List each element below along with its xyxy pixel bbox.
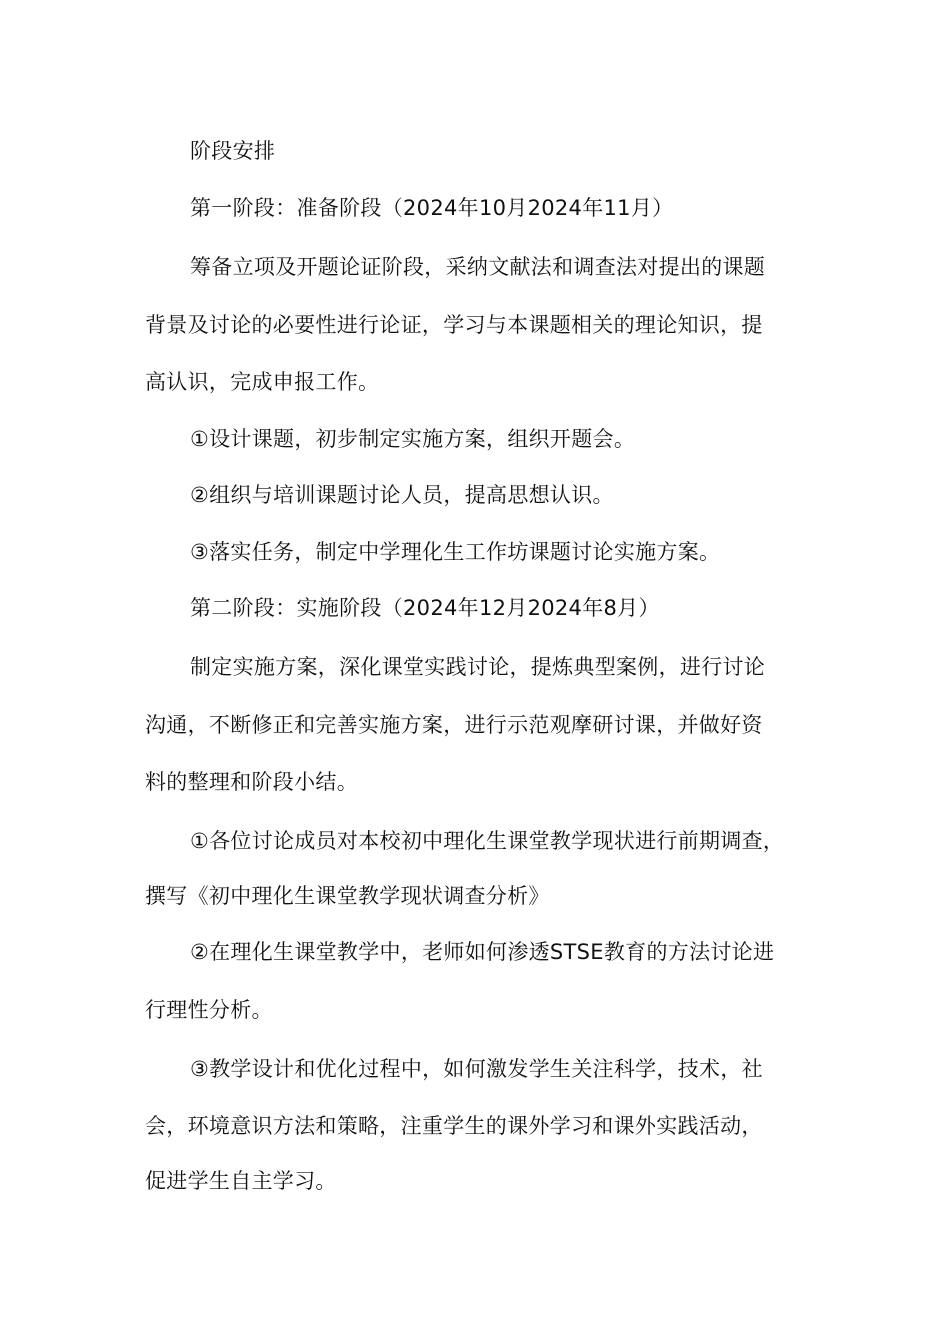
paragraph-line: 高认识，完成申报工作。 xyxy=(145,370,380,394)
paragraph-line: 沟通，不断修正和完善实施方案，进行示范观摩研讨课，并做好资 xyxy=(145,713,763,737)
stage-one-heading: 第一阶段：准备阶段（2024年10月2024年11月） xyxy=(190,196,674,220)
list-item-continuation: 促进学生自主学习。 xyxy=(145,1169,337,1193)
list-item: ②在理化生课堂教学中，老师如何渗透STSE教育的方法讨论进 xyxy=(190,940,775,964)
list-item-continuation: 行理性分析。 xyxy=(145,998,273,1022)
paragraph-line: 背景及讨论的必要性进行论证，学习与本课题相关的理论知识，提 xyxy=(145,313,763,337)
list-item: ③落实任务，制定中学理化生工作坊课题讨论实施方案。 xyxy=(190,540,721,564)
list-item: ①设计课题，初步制定实施方案，组织开题会。 xyxy=(190,427,636,451)
list-item-continuation: 会，环境意识方法和策略，注重学生的课外学习和课外实践活动， xyxy=(145,1114,763,1138)
paragraph-line: 制定实施方案，深化课堂实践讨论，提炼典型案例，进行讨论 xyxy=(190,655,766,679)
list-item: ③教学设计和优化过程中，如何激发学生关注科学，技术，社 xyxy=(190,1057,763,1081)
list-item: ①各位讨论成员对本校初中理化生课堂教学现状进行前期调查， xyxy=(190,829,785,853)
paragraph-line: 筹备立项及开题论证阶段，采纳文献法和调查法对提出的课题 xyxy=(190,255,766,279)
paragraph-line: 料的整理和阶段小结。 xyxy=(145,770,358,794)
section-heading: 阶段安排 xyxy=(190,139,276,163)
stage-two-heading: 第二阶段：实施阶段（2024年12月2024年8月） xyxy=(190,596,660,620)
list-item-continuation: 撰写《初中理化生课堂教学现状调查分析》 xyxy=(145,884,550,908)
list-item: ②组织与培训课题讨论人员，提高思想认识。 xyxy=(190,483,614,507)
